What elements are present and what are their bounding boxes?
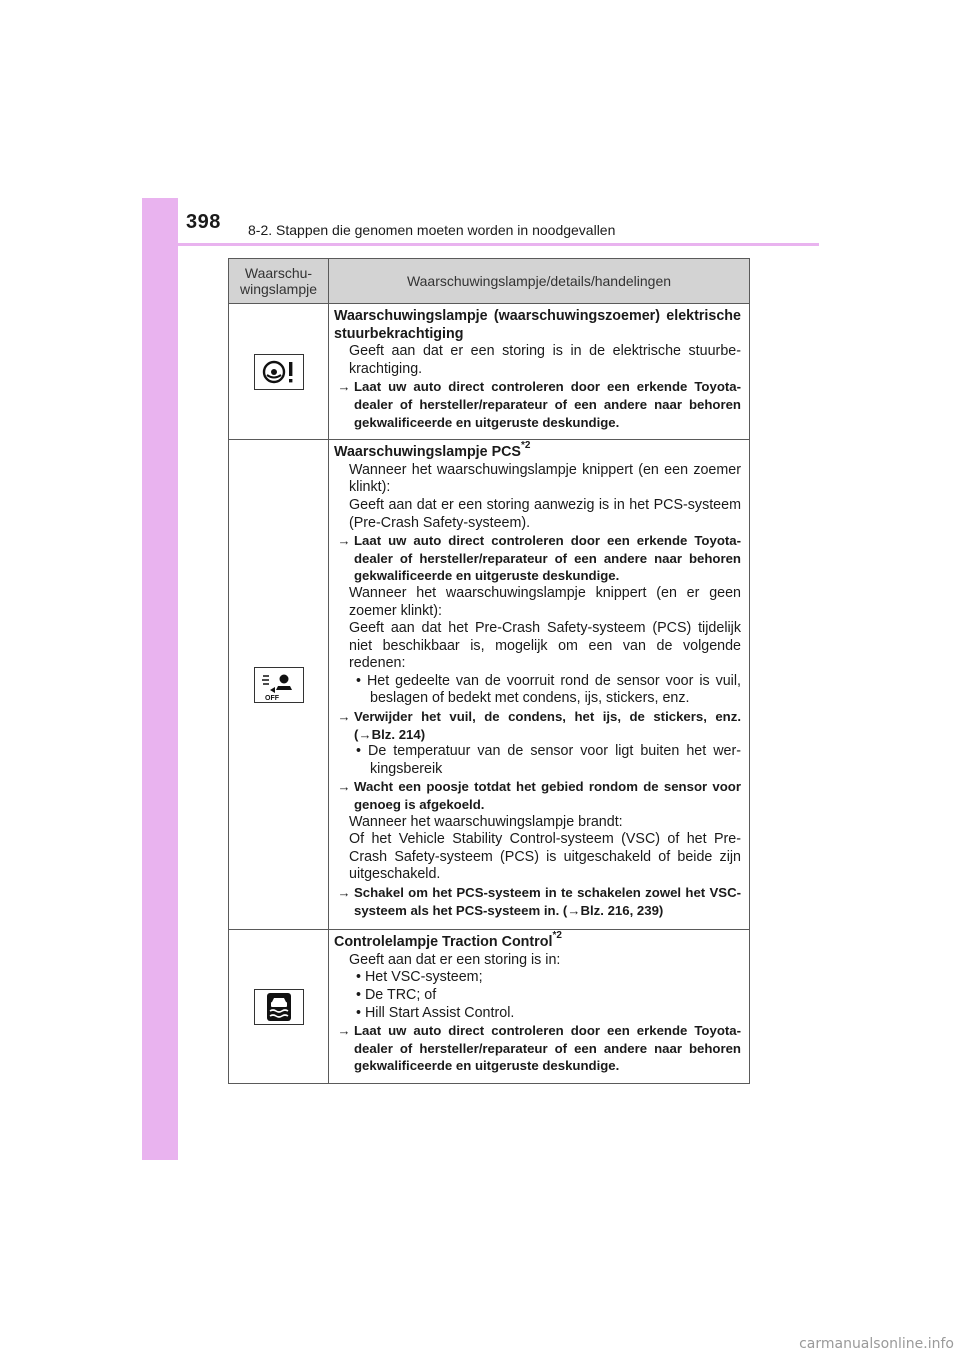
lamp-cell <box>229 304 329 440</box>
watermark: carmanualsonline.info <box>799 1336 954 1352</box>
lamp-cell <box>229 440 329 930</box>
lamp-cell <box>229 930 329 1084</box>
body-text: Wanneer het waarschuwingslampje knippert (en een zoemer klinkt): <box>349 461 741 496</box>
header-lamp-line: wingslampje <box>239 281 318 297</box>
table-row <box>229 440 750 930</box>
footnote-ref: *2 <box>520 440 531 452</box>
item-lines <box>334 952 741 1075</box>
item-lines <box>334 462 741 919</box>
pcs-warning-icon <box>254 667 304 703</box>
details-cell <box>329 440 750 930</box>
details-cell <box>329 930 750 1084</box>
table-header-row <box>229 259 750 304</box>
chapter-side-tab <box>142 198 178 1160</box>
footnote-ref: *2 <box>552 930 562 942</box>
details-cell <box>329 304 750 440</box>
item-title <box>334 930 741 952</box>
body-text: Geeft aan dat er een storing aanwezig is in het PCS-systeem (Pre-Crash Safety-systeem). <box>349 496 741 531</box>
bullet-item: • Hill Start Assist Control. <box>356 1004 515 1021</box>
header-lamp <box>229 259 329 304</box>
item-title <box>334 440 741 462</box>
header-lamp-line: Waarschu- <box>244 265 313 281</box>
action-instruction: → Wacht een poosje totdat het gebied rondom de sensor voor genoeg is afgekoeld. <box>334 778 741 813</box>
arrow-icon: → <box>337 1023 351 1039</box>
bullet-item: • Het VSC-systeem; <box>356 969 483 986</box>
arrow-icon: → <box>337 709 351 725</box>
body-text: Geeft aan dat er een storing is in de elektrische stuurbekrachtiging. <box>349 343 741 377</box>
item-lines <box>334 343 741 431</box>
action-instruction: → Schakel om het PCS-systeem in te schakelen zowel het VSC-systeem als het PCS-systeem in. (→Blz. 216, 239) <box>334 884 741 919</box>
bullet-item: • Het gedeelte van de voorruit rond de sensor voor is vuil, beslagen of bedekt met condens, ijs, stickers, enz. <box>356 672 741 707</box>
bullet-item: • De TRC; of <box>356 986 437 1003</box>
arrow-icon: → <box>337 779 351 795</box>
header-rule <box>142 243 819 246</box>
header-details: Waarschuwingslampje/details/handelingen <box>329 259 750 304</box>
section-title: 8-2. Stappen die genomen moeten worden in noodgevallen <box>248 222 616 238</box>
item-title-text: Controlelampje Traction Control <box>334 934 553 951</box>
body-text: Wanneer het waarschuwingslampje brandt: <box>349 813 623 830</box>
pcs-off-label: OFF <box>264 694 279 702</box>
action-instruction: → Laat uw auto direct controleren door een erkende Toyota-dealer of hersteller/reparateur of een andere naar behoren gekwalificeerde en uitgeruste deskundige. <box>334 532 741 585</box>
table-row <box>229 304 750 440</box>
body-text: Geeft aan dat het Pre-Crash Safety-systeem (PCS) tijdelijk niet beschikbaar is, mogelijk om een van de volgende redenen: <box>349 620 741 672</box>
body-text: Geeft aan dat er een storing is in: <box>349 951 561 968</box>
body-text: Wanneer het waarschuwingslampje knippert (en er geen zoemer klinkt): <box>349 584 741 619</box>
table-row <box>229 930 750 1084</box>
item-title-text: Waarschuwingslampje PCS <box>334 444 521 461</box>
traction-control-indicator-icon <box>254 989 304 1025</box>
action-instruction: → Laat uw auto direct controleren door een erkende Toyota-dealer of hersteller/reparateur of een andere naar behoren gekwalificeerde en uitgeruste deskundige. <box>334 1022 741 1075</box>
warning-lights-table <box>228 258 750 1084</box>
bullet-item: • De temperatuur van de sensor voor ligt buiten het werkingsbereik <box>356 743 741 777</box>
arrow-icon: → <box>337 885 351 900</box>
arrow-icon: → <box>337 533 351 549</box>
action-instruction: → Verwijder het vuil, de condens, het ijs, de stickers, enz. (→Blz. 214) <box>334 708 741 743</box>
body-text: Of het Vehicle Stability Control-systeem (VSC) of het Pre-Crash Safety-systeem (PCS) is uitgeschakeld of beide zijn uitgeschakeld. <box>349 831 741 883</box>
page-number: 398 <box>186 211 221 233</box>
item-title: Waarschuwingslampje (waarschuwingszoemer) elektrische stuurbekrachtiging <box>334 308 741 342</box>
power-steering-warning-icon <box>254 354 304 390</box>
action-instruction: → Laat uw auto direct controleren door een erkende Toyota-dealer of hersteller/reparateur of een andere naar behoren gekwalificeerde en uitgeruste deskundige. <box>334 378 741 431</box>
arrow-icon: → <box>337 379 351 395</box>
